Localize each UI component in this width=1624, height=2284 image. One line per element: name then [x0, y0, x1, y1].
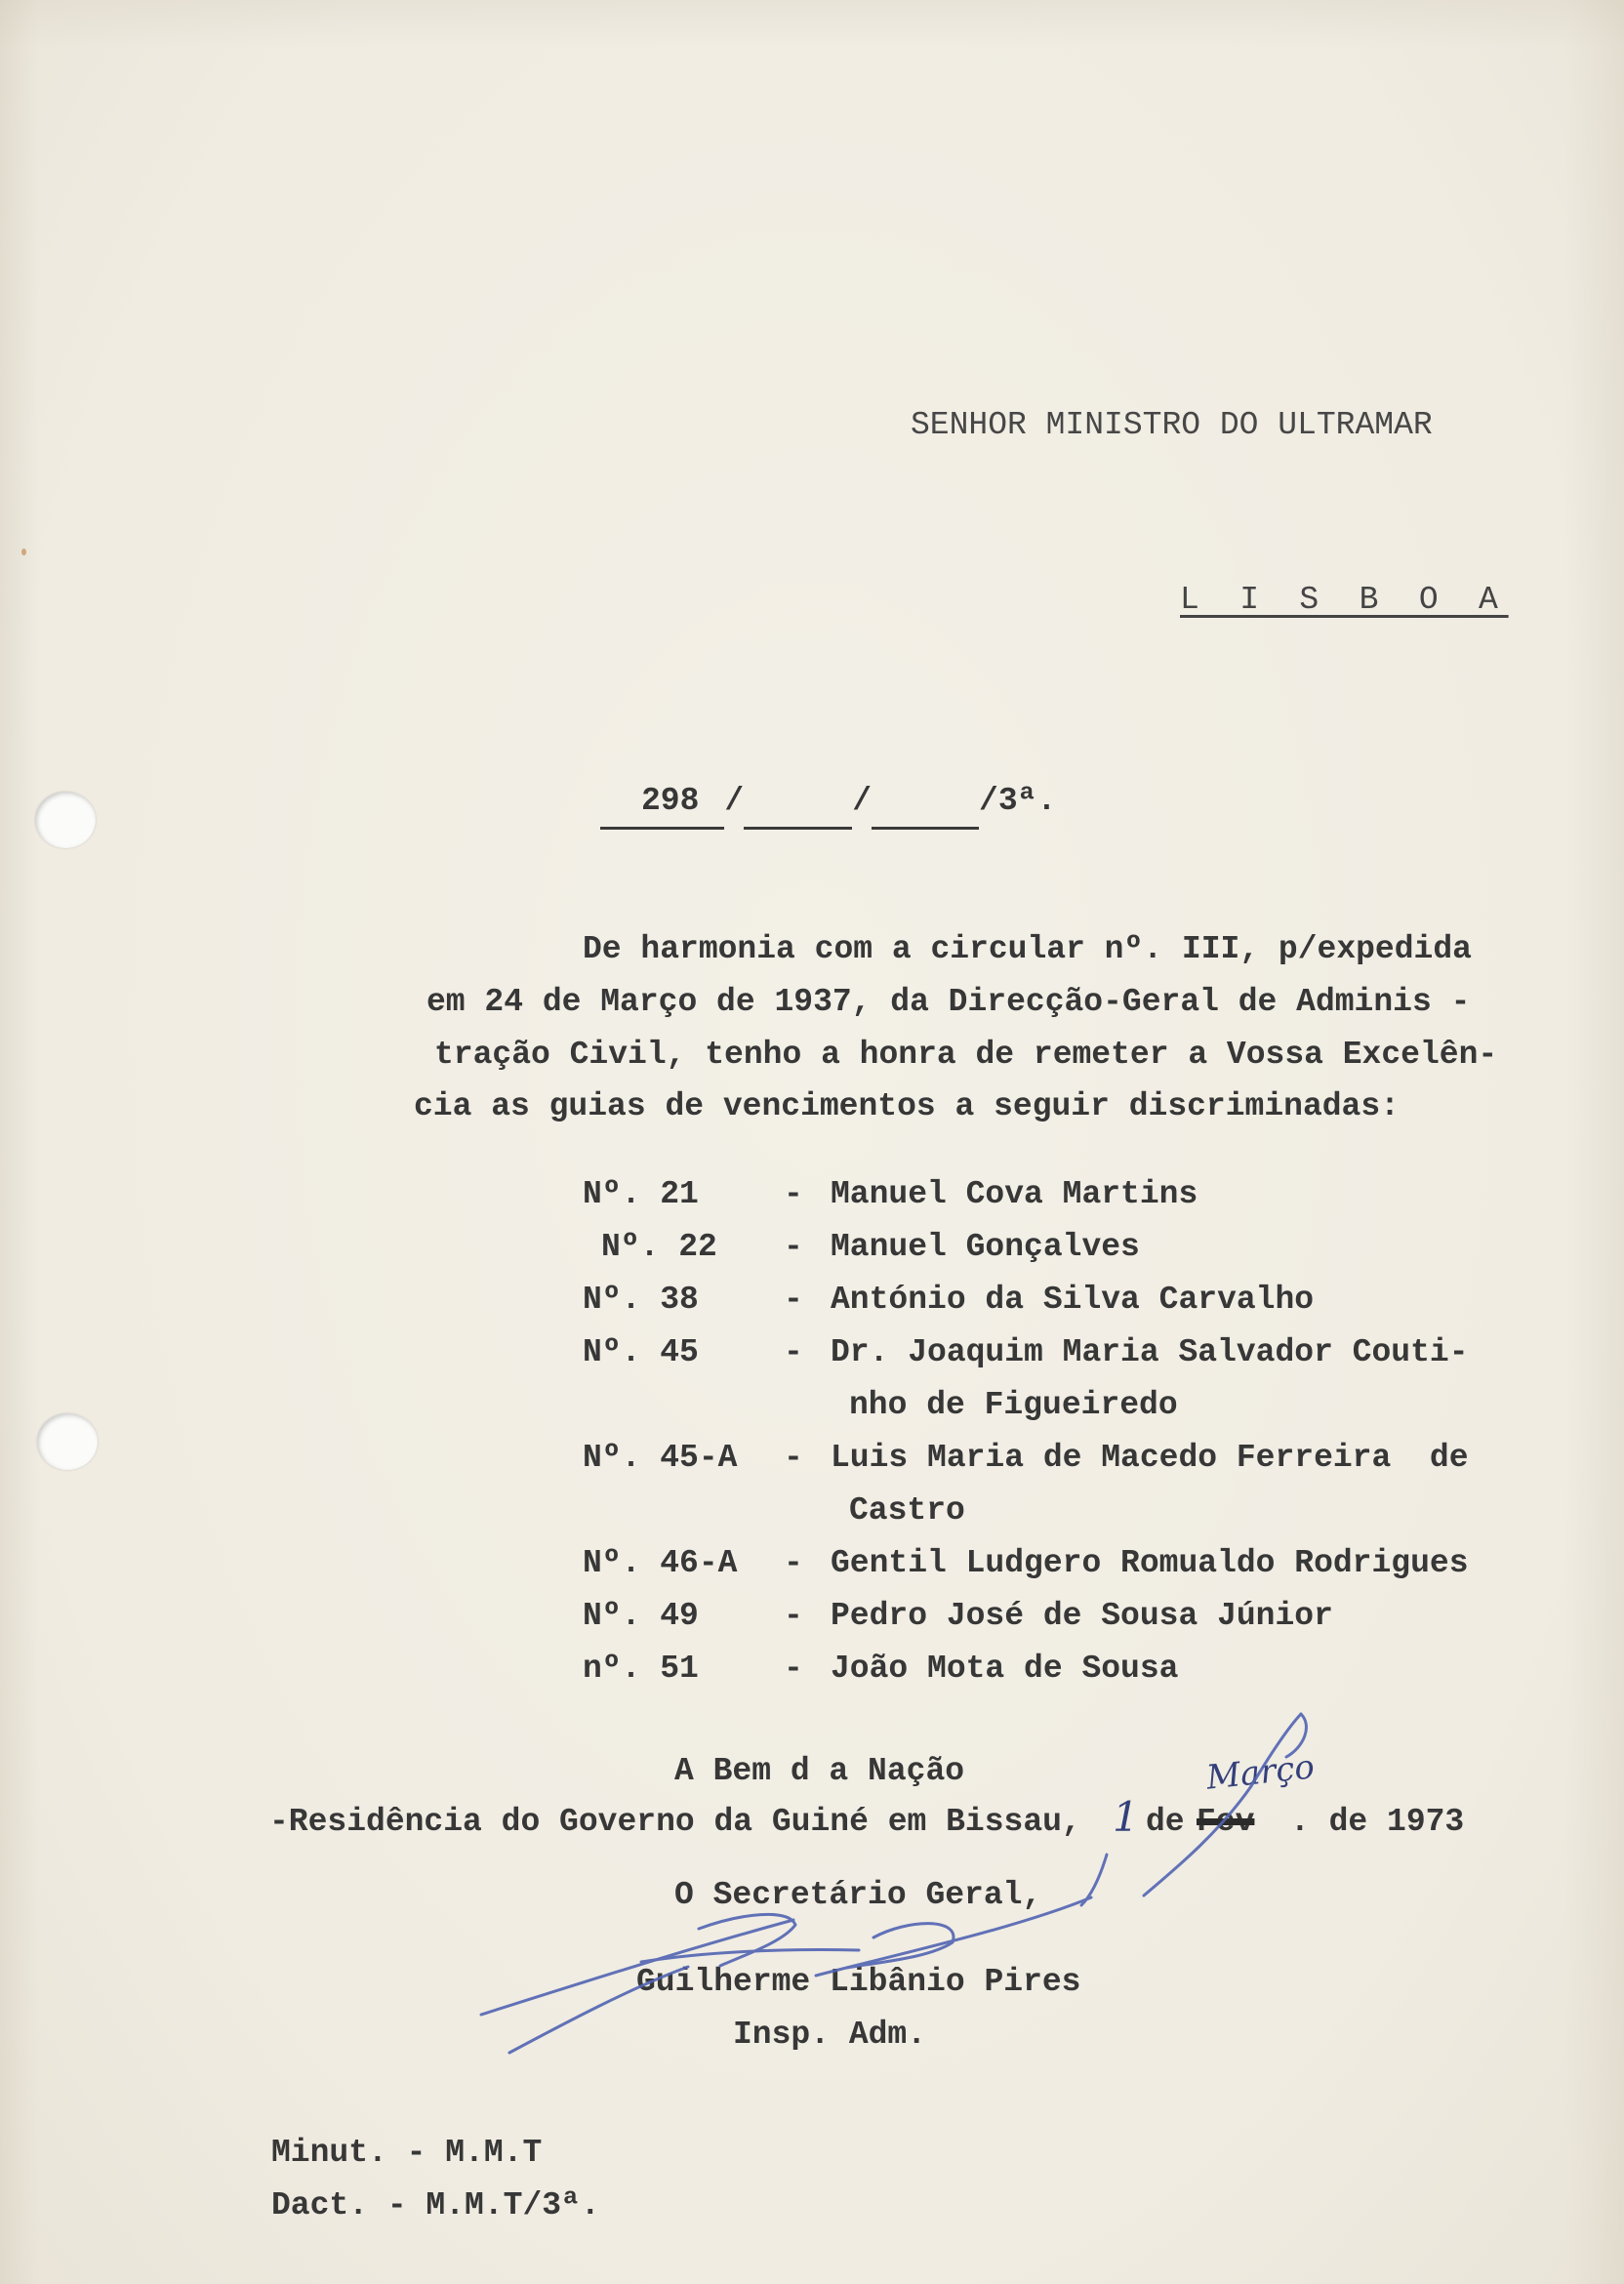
reference-separator: / — [852, 783, 873, 819]
employee-name: Manuel Gonçalves — [831, 1229, 1140, 1265]
list-item-continuation — [583, 1491, 1481, 1544]
list-dash: - — [784, 1229, 803, 1265]
reference-number-line — [600, 782, 1056, 830]
list-item — [583, 1544, 1481, 1597]
slip-number: Nº. 38 — [583, 1282, 699, 1318]
slip-number: Nº. 46-A — [583, 1545, 738, 1581]
body-line: em 24 de Março de 1937, da Direcção-Geral de Adminis - — [426, 984, 1471, 1020]
punch-hole-bottom — [37, 1413, 98, 1470]
slip-number: Nº. 22 — [601, 1229, 717, 1265]
employee-name: Manuel Cova Martins — [831, 1176, 1198, 1212]
body-line: cia as guias de vencimentos a seguir discriminadas: — [414, 1088, 1400, 1124]
paper-speck — [21, 549, 26, 555]
handwritten-month-correction: Março — [1204, 1747, 1317, 1798]
signature-stroke — [699, 1914, 795, 1966]
place-line: -Residência do Governo da Guiné em Bissau, — [269, 1804, 1081, 1840]
employee-name: Gentil Ludgero Romualdo Rodrigues — [831, 1545, 1469, 1581]
footer-minut: Minut. - M.M.T — [271, 2135, 543, 2171]
salary-slip-list — [583, 1175, 1481, 1702]
body-line: tração Civil, tenho a honra de remeter a Vossa Excelên- — [434, 1037, 1498, 1073]
list-dash: - — [784, 1440, 803, 1476]
reference-separator: / — [724, 783, 745, 819]
list-item — [583, 1228, 1481, 1281]
motto: A Bem d a Nação — [674, 1753, 965, 1789]
reference-blank-field — [744, 782, 852, 830]
list-item — [583, 1650, 1481, 1702]
reference-number: 298 — [600, 782, 724, 830]
list-dash: - — [784, 1334, 803, 1370]
employee-name: João Mota de Sousa — [831, 1651, 1179, 1687]
slip-number: Nº. 45 — [583, 1334, 699, 1370]
struck-month: Fev — [1197, 1804, 1255, 1840]
list-dash: - — [784, 1282, 803, 1318]
list-dash: - — [784, 1598, 803, 1634]
list-dash: - — [784, 1176, 803, 1212]
employee-name: Dr. Joaquim Maria Salvador Couti- — [831, 1334, 1469, 1370]
list-item — [583, 1333, 1481, 1386]
city: L I S B O A — [1180, 582, 1509, 618]
signature-stroke — [641, 1950, 859, 1963]
employee-name: Luis Maria de Macedo Ferreira de — [831, 1440, 1469, 1476]
reference-suffix: /3ª. — [979, 783, 1057, 819]
list-item — [583, 1175, 1481, 1228]
reference-blank-field — [872, 782, 979, 830]
slip-number: Nº. 49 — [583, 1598, 699, 1634]
date-year: . de 1973 — [1290, 1804, 1465, 1840]
addressee: SENHOR MINISTRO DO ULTRAMAR — [911, 407, 1433, 443]
signature-stroke — [1081, 1855, 1107, 1905]
handwritten-day: 1 — [1113, 1793, 1139, 1841]
signature-stroke — [847, 1924, 954, 1968]
employee-name-continuation: nho de Figueiredo — [849, 1387, 1178, 1423]
slip-number: Nº. 45-A — [583, 1440, 738, 1476]
slip-number: nº. 51 — [583, 1651, 699, 1687]
footer-dact: Dact. - M.M.T/3ª. — [271, 2187, 600, 2223]
slip-number: Nº. 21 — [583, 1176, 699, 1212]
employee-name: Pedro José de Sousa Júnior — [831, 1598, 1333, 1634]
list-dash: - — [784, 1545, 803, 1581]
list-item — [583, 1281, 1481, 1333]
date-de: de — [1146, 1804, 1185, 1840]
signatory-rank: Insp. Adm. — [733, 2017, 927, 2053]
signatory-name: Guilherme Libânio Pires — [636, 1964, 1081, 2000]
employee-name: António da Silva Carvalho — [831, 1282, 1315, 1318]
punch-hole-top — [35, 792, 96, 848]
list-item — [583, 1597, 1481, 1650]
list-item — [583, 1439, 1481, 1491]
list-item-continuation — [583, 1386, 1481, 1439]
list-dash: - — [784, 1651, 803, 1687]
signatory-title: O Secretário Geral, — [674, 1877, 1042, 1913]
employee-name-continuation: Castro — [849, 1492, 965, 1529]
body-line: De harmonia com a circular nº. III, p/expedida — [583, 931, 1472, 967]
